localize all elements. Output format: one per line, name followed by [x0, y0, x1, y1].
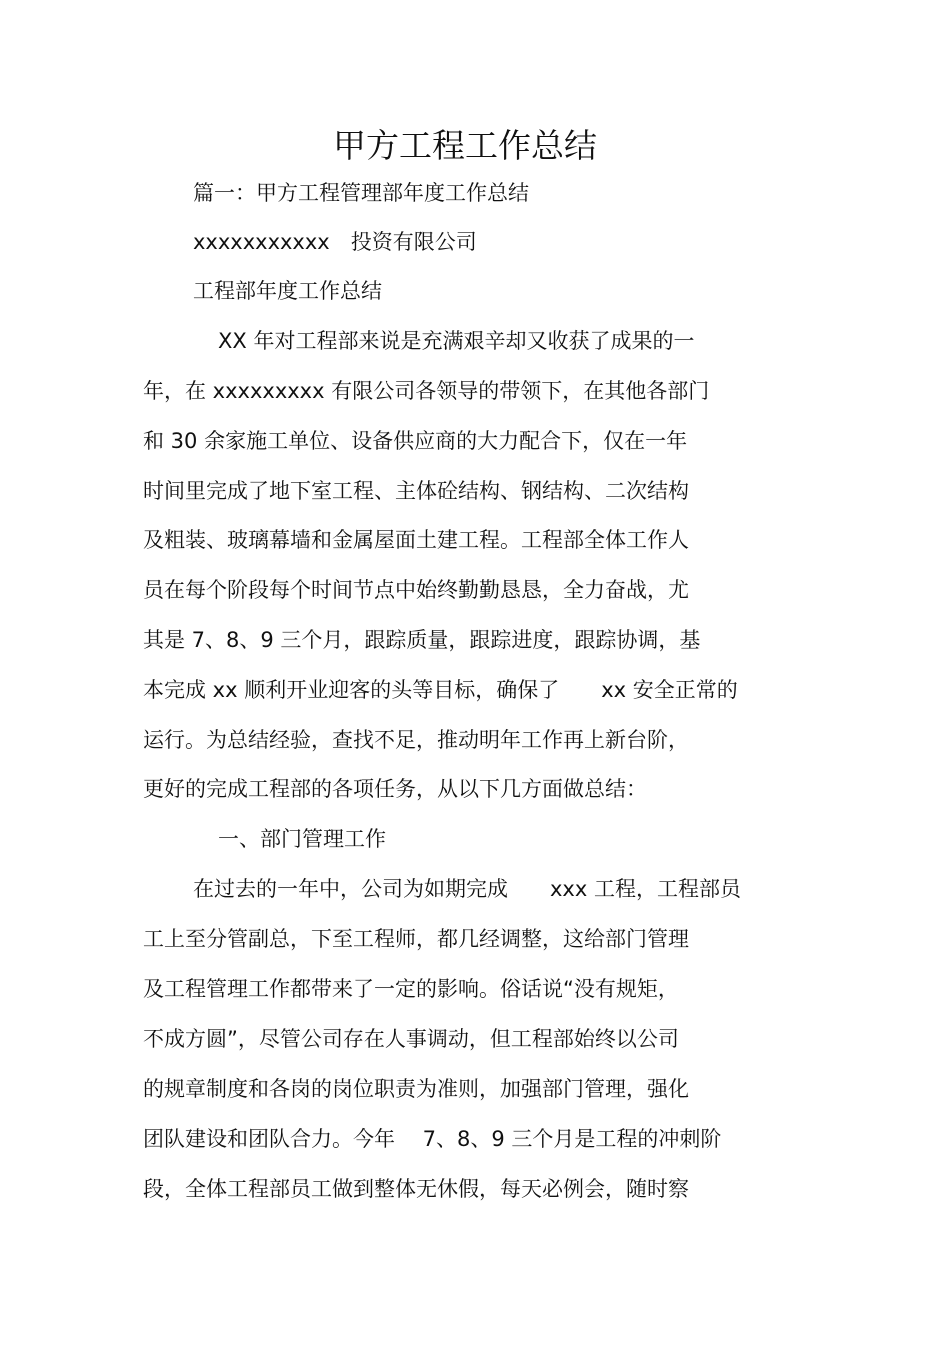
body-line: 及粗装、玻璃幕墙和金属屋面土建工程。工程部全体工作人: [143, 528, 689, 552]
body-line: XX 年对工程部来说是充满艰辛却又收获了成果的一: [218, 329, 695, 353]
body-line: 员在每个阶段每个时间节点中始终勤勤恳恳，全力奋战，尤: [143, 578, 689, 602]
body-line: 本完成 xx 顺利开业迎客的头等目标，确保了 xx 安全正常的: [143, 678, 738, 702]
company-name: xxxxxxxxxxx 投资有限公司: [193, 230, 477, 254]
body-line: 工上至分管副总，下至工程师，都几经调整，这给部门管理: [143, 927, 689, 951]
body-line: 年，在 xxxxxxxxx 有限公司各领导的带领下，在其他各部门: [143, 379, 710, 403]
section-heading: 一、部门管理工作: [218, 827, 386, 851]
body-line: 更好的完成工程部的各项任务，从以下几方面做总结：: [143, 777, 647, 801]
body-line: 不成方圆”，尽管公司存在人事调动，但工程部始终以公司: [143, 1027, 679, 1051]
document-title: 甲方工程工作总结: [333, 126, 597, 165]
body-line: 其是 7、8、9 三个月，跟踪质量，跟踪进度，跟踪协调，基: [143, 628, 701, 652]
chapter-heading: 篇一：甲方工程管理部年度工作总结: [193, 181, 529, 205]
body-line: 段，全体工程部员工做到整体无休假，每天必例会，随时察: [143, 1177, 689, 1201]
body-line: 团队建设和团队合力。今年 7、8、9 三个月是工程的冲刺阶: [143, 1127, 722, 1151]
body-line: 和 30 余家施工单位、设备供应商的大力配合下，仅在一年: [143, 429, 688, 453]
body-line: 及工程管理工作都带来了一定的影响。俗话说“没有规矩，: [143, 977, 679, 1001]
body-line: 运行。为总结经验，查找不足，推动明年工作再上新台阶，: [143, 728, 689, 752]
body-line: 的规章制度和各岗的岗位职责为准则，加强部门管理，强化: [143, 1077, 689, 1101]
body-line: 在过去的一年中，公司为如期完成 xxx 工程，工程部员: [193, 877, 741, 901]
report-heading: 工程部年度工作总结: [193, 279, 382, 303]
body-line: 时间里完成了地下室工程、主体砼结构、钢结构、二次结构: [143, 479, 689, 503]
